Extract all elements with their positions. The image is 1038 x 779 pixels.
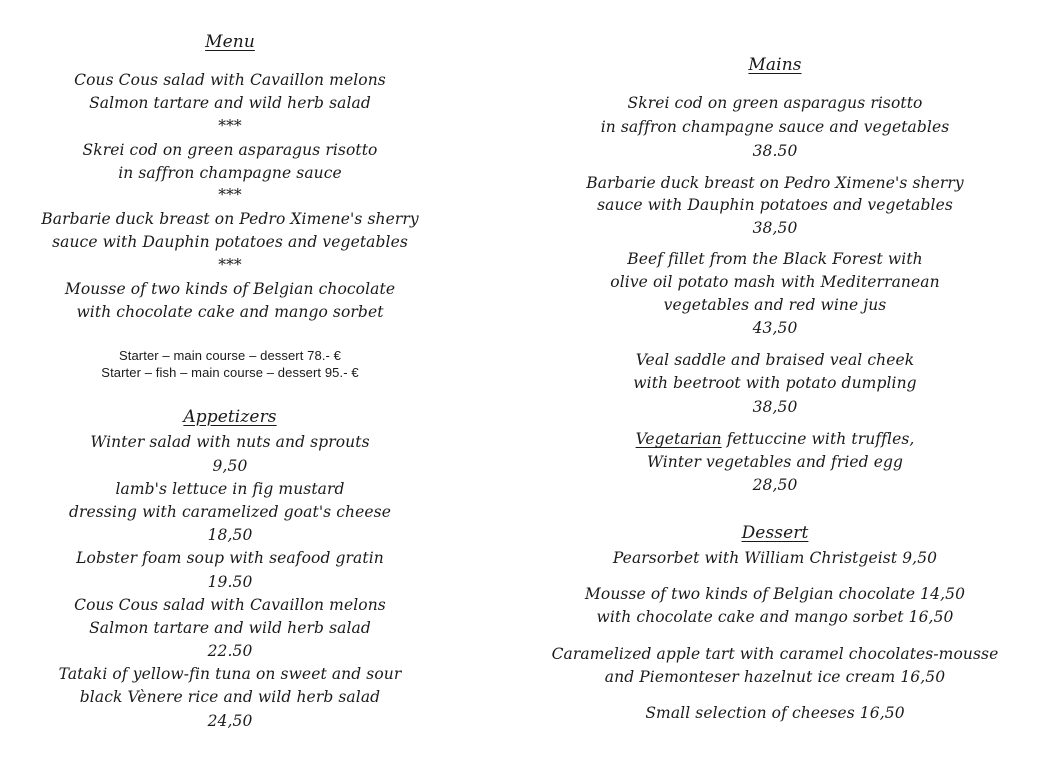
menu-heading: Menu	[205, 32, 255, 52]
dessert-line: with chocolate cake and mango sorbet 16,50	[596, 608, 954, 626]
dessert-line: Mousse of two kinds of Belgian chocolate 14,50	[584, 585, 966, 603]
mains-line: with beetroot with potato dumpling	[633, 374, 917, 392]
dessert-line: and Piemonteser hazelnut ice cream 16,50	[604, 668, 946, 686]
menu-price-line: Starter – fish – main course – dessert 95.- €	[101, 365, 359, 380]
vegetarian-dish: fettuccine with truffles,	[721, 430, 915, 448]
appetizer-price: 19.50	[207, 573, 253, 591]
appetizer-line: Salmon tartare and wild herb salad	[89, 619, 371, 637]
dessert-line: Caramelized apple tart with caramel chocolates-mousse	[551, 645, 999, 663]
appetizer-price: 9,50	[212, 457, 248, 475]
appetizer-price: 24,50	[207, 712, 253, 730]
appetizer-price: 22.50	[207, 642, 253, 660]
appetizer-line: Winter salad with nuts and sprouts	[90, 433, 370, 451]
appetizer-line: lamb's lettuce in fig mustard	[115, 480, 345, 498]
mains-line: Skrei cod on green asparagus risotto	[627, 94, 923, 112]
mains-price: 38,50	[752, 398, 798, 416]
appetizer-line: Lobster foam soup with seafood gratin	[76, 549, 384, 567]
menu-separator: ***	[218, 186, 242, 204]
mains-line: Veal saddle and braised veal cheek	[635, 351, 915, 369]
mains-line: sauce with Dauphin potatoes and vegetables	[597, 196, 953, 214]
menu-separator: ***	[218, 117, 242, 135]
appetizer-line: dressing with caramelized goat's cheese	[68, 503, 391, 521]
appetizer-line: Tataki of yellow-fin tuna on sweet and sour	[58, 665, 402, 683]
mains-line: Winter vegetables and fried egg	[646, 453, 904, 471]
mains-vegetarian-line	[550, 428, 1000, 450]
mains-price: 38,50	[752, 219, 798, 237]
dessert-line: Small selection of cheeses 16,50	[645, 704, 905, 722]
appetizer-price: 18,50	[207, 526, 253, 544]
dessert-heading: Dessert	[741, 523, 809, 543]
mains-line: vegetables and red wine jus	[663, 296, 887, 314]
menu-line: Cous Cous salad with Cavaillon melons	[74, 71, 386, 89]
appetizers-heading: Appetizers	[183, 407, 277, 427]
menu-separator: ***	[218, 256, 242, 274]
menu-line: Salmon tartare and wild herb salad	[89, 94, 371, 112]
mains-price: 43,50	[752, 319, 798, 337]
menu-price-line: Starter – main course – dessert 78.- €	[118, 348, 341, 363]
menu-line: sauce with Dauphin potatoes and vegetables	[52, 233, 408, 251]
menu-line: with chocolate cake and mango sorbet	[76, 303, 384, 321]
mains-line: Barbarie duck breast on Pedro Ximene's sherry	[586, 174, 964, 192]
menu-line: in saffron champagne sauce	[118, 164, 342, 182]
mains-price: 38.50	[752, 142, 798, 160]
vegetarian-label: Vegetarian	[635, 430, 722, 448]
mains-line: Beef fillet from the Black Forest with	[627, 250, 923, 268]
menu-line: Skrei cod on green asparagus risotto	[82, 141, 378, 159]
menu-line: Mousse of two kinds of Belgian chocolate	[64, 280, 396, 298]
mains-heading: Mains	[748, 55, 802, 75]
mains-line: in saffron champagne sauce and vegetables	[600, 118, 950, 136]
appetizer-line: black Vènere rice and wild herb salad	[79, 688, 381, 706]
mains-line: olive oil potato mash with Mediterranean	[610, 273, 940, 291]
mains-price: 28,50	[752, 476, 798, 494]
menu-line: Barbarie duck breast on Pedro Ximene's sherry	[41, 210, 419, 228]
dessert-line: Pearsorbet with William Christgeist 9,50	[612, 549, 938, 567]
appetizer-line: Cous Cous salad with Cavaillon melons	[74, 596, 386, 614]
